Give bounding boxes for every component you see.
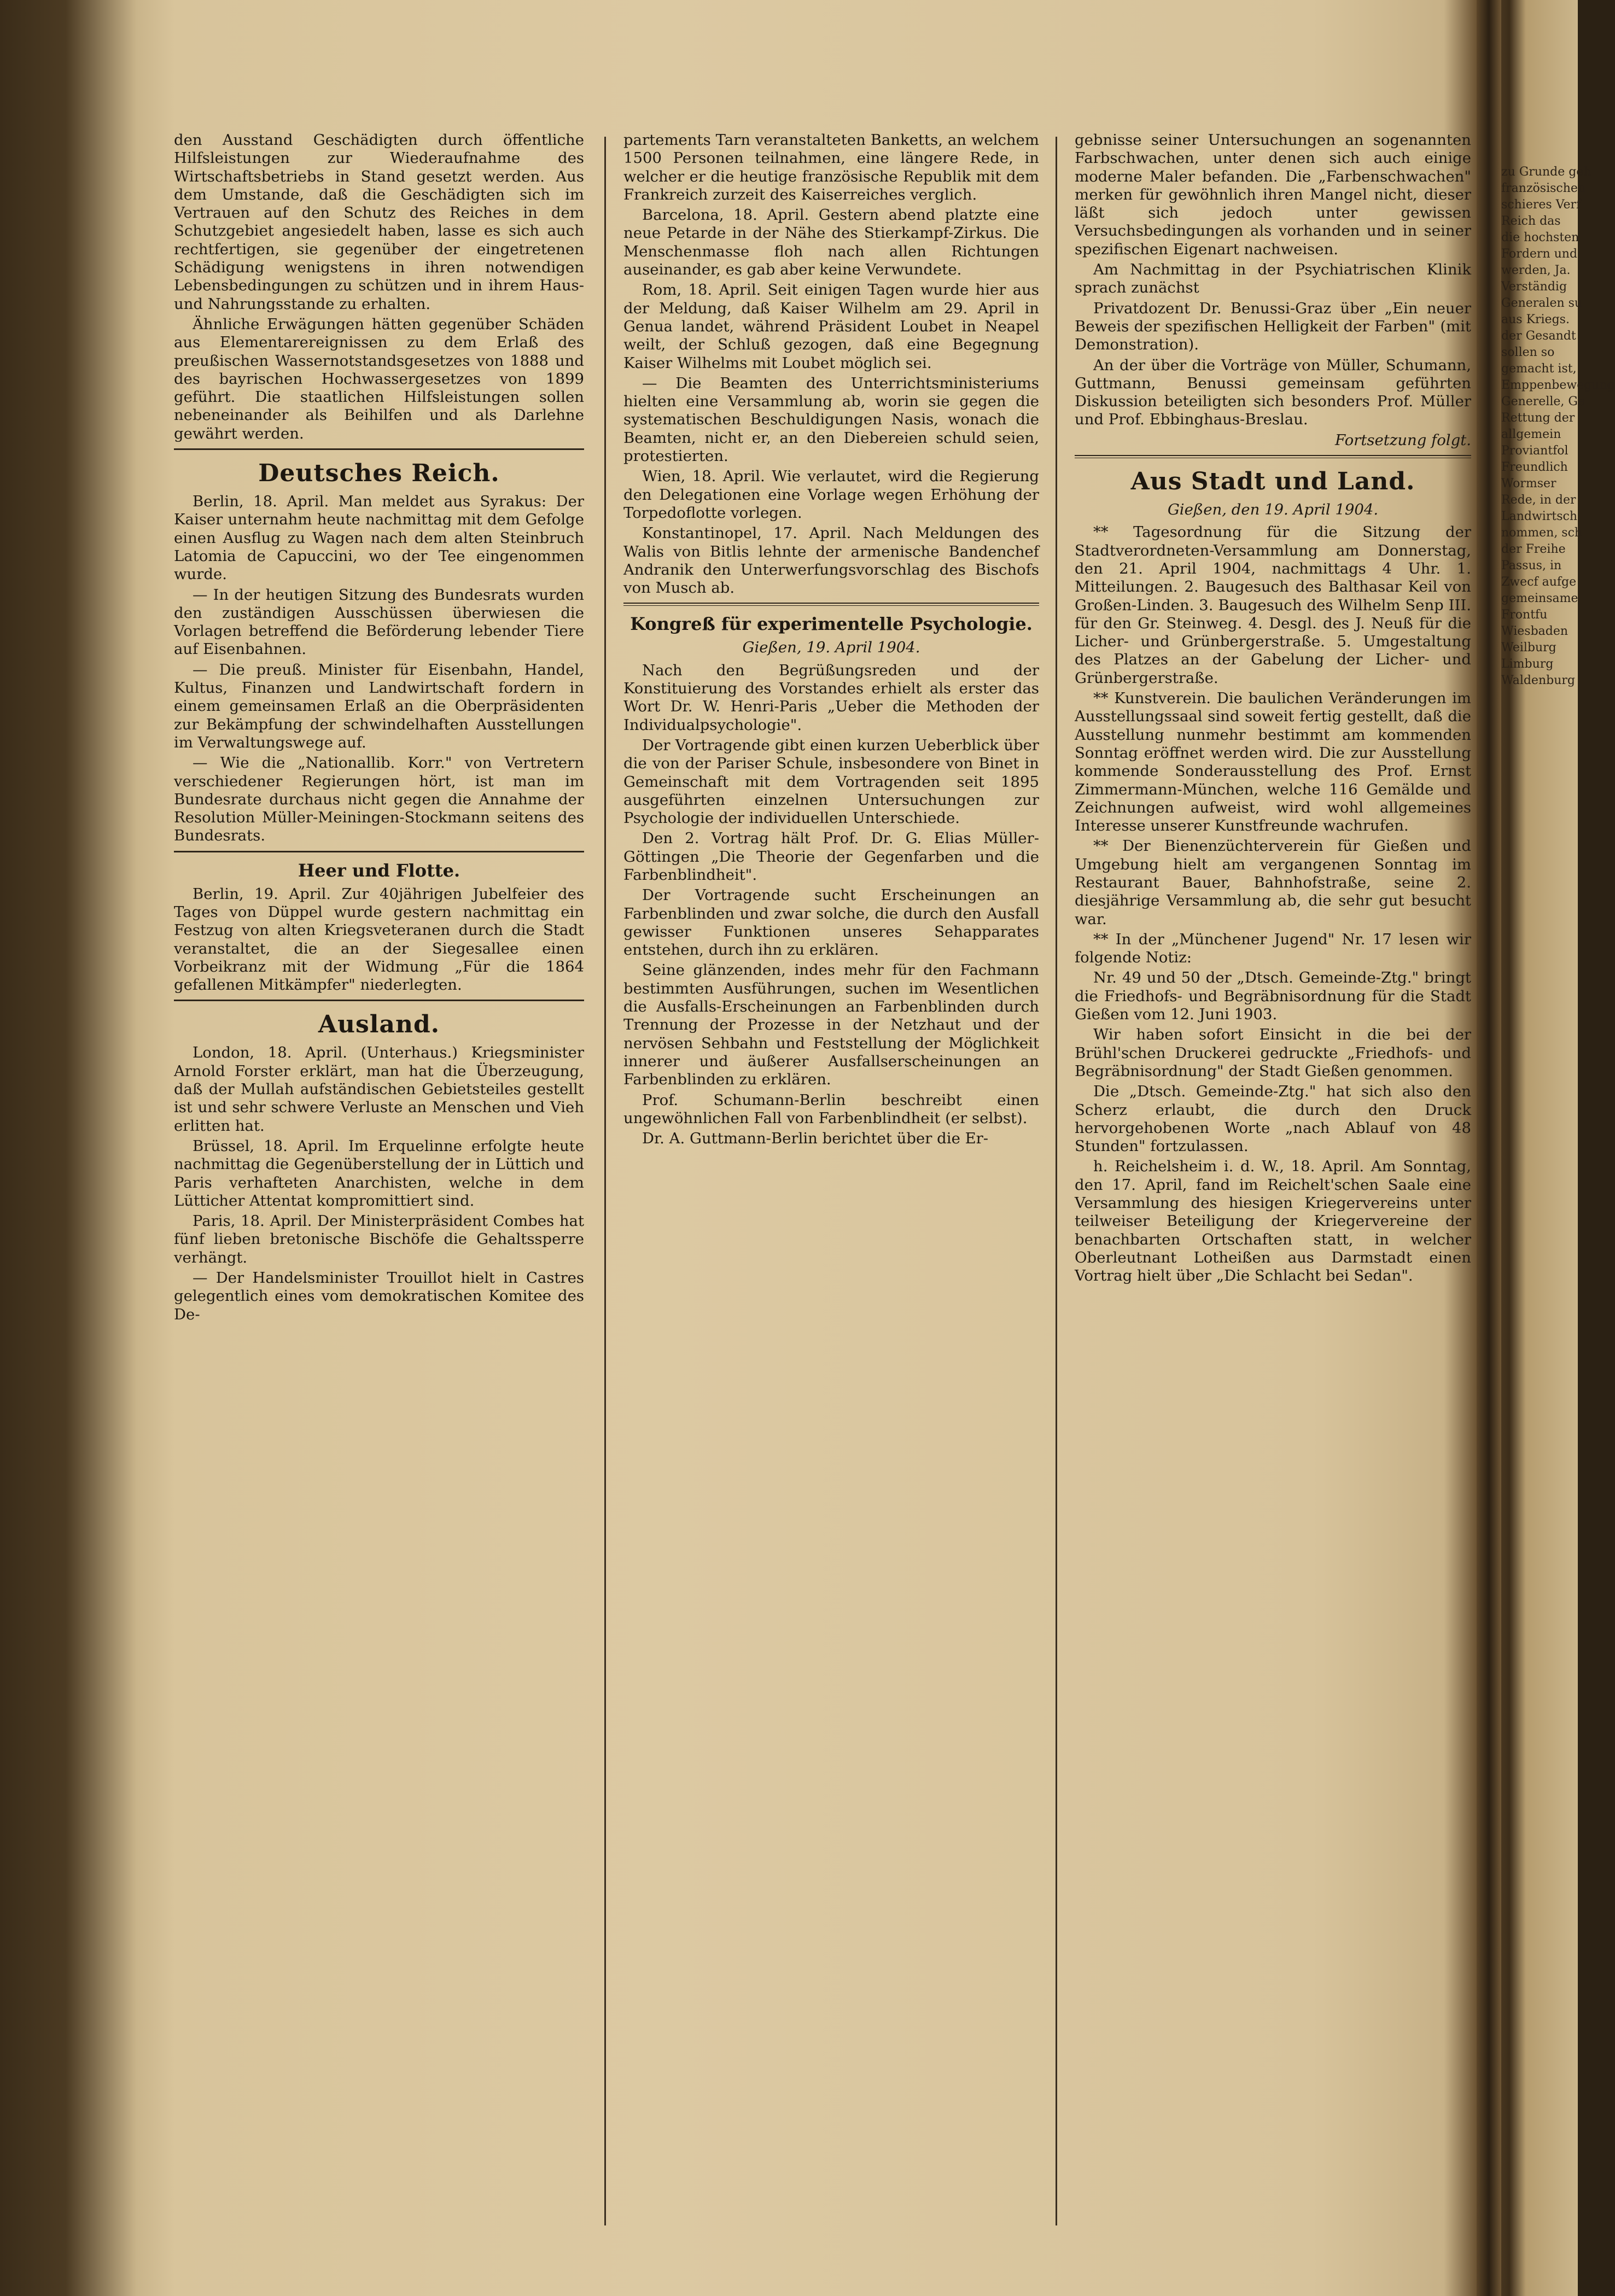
facing-page-line: Wiesbaden bbox=[1501, 624, 1569, 638]
paragraph: partements Tarn veranstalteten Banketts, an welchem 1500 Personen teilnahmen, eine längere Rede, in welcher er die heutige französische Republik mit dem Frankreich zurzeit des Kaiserreiches verglich. bbox=[623, 131, 1039, 203]
facing-page-line: aus Kriegs. bbox=[1501, 313, 1570, 326]
paragraph: — Der Handelsminister Trouillot hielt in Castres gelegentlich eines vom demokratischen Komitee des De- bbox=[174, 1269, 584, 1323]
column-rule-2 bbox=[1056, 137, 1057, 2225]
paragraph: gebnisse seiner Untersuchungen an sogenannten Farbschwachen, unter denen sich auch einige moderne Maler befanden. Die „Farbenschwachen" merken für gewöhnlich ihren Mangel nicht, dieser läßt sich jedoch unter gewissen Versuchsbedingungen als vorhanden und in seiner spezifischen Eigenart nachweisen. bbox=[1075, 131, 1471, 258]
facing-page-line: gemeinsame bbox=[1501, 592, 1578, 605]
facing-page-line: Generelle, Ge bbox=[1501, 395, 1585, 408]
paragraph: Konstantinopel, 17. April. Nach Meldungen des Walis von Bitlis lehnte der armenische Bandenchef Andranik den Unterwerfungsvorschlag des Bischofs von Musch ab. bbox=[623, 524, 1039, 597]
paragraph: Den 2. Vortrag hält Prof. Dr. G. Elias Müller-Göttingen „Die Theorie der Gegenfarben und die Farbenblindheit". bbox=[623, 829, 1039, 884]
column-rule-1 bbox=[604, 137, 606, 2225]
section-heading-kongress-psychologie: Kongreß für experimentelle Psychologie. bbox=[630, 614, 1033, 635]
paragraph: Am Nachmittag in der Psychiatrischen Klinik sprach zunächst bbox=[1075, 261, 1471, 297]
facing-page-line: Waldenburg bbox=[1501, 674, 1575, 687]
section-heading-aus-stadt-und-land: Aus Stadt und Land. bbox=[1130, 468, 1415, 496]
paragraph: Privatdozent Dr. Benussi-Graz über „Ein neuer Beweis der spezifischen Helligkeit der Farben" (mit Demonstration). bbox=[1075, 299, 1471, 354]
facing-page-line: Frontfu bbox=[1501, 608, 1548, 622]
section-heading-ausland: Ausland. bbox=[318, 1010, 440, 1039]
section-heading-deutsches-reich: Deutsches Reich. bbox=[258, 459, 500, 488]
paragraph: ** Der Bienenzüchterverein für Gießen und Umgebung hielt am vergangenen Sonntag im Restaurant Bauer, Bahnhofstraße, seine 2. diesjährige Versammlung ab, die sehr gut besucht war. bbox=[1075, 837, 1471, 928]
paragraph: den Ausstand Geschädigten durch öffentliche Hilfsleistungen zur Wiederaufnahme des Wirtschaftsbetriebs in Stand gesetzt werden. Aus dem Umstande, daß die Geschädigten sich im Vertrauen auf den Schutz des Reiches in dem Schutzgebiet angesiedelt haben, lasse es sich auch rechtfertigen, sie gegenüber der eingetretenen Schädigung wenigstens in ihren notwendigen Lebensbedingungen zu schützen und in ihrem Haus- und Nahrungsstande zu erhalten. bbox=[174, 131, 584, 313]
facing-page-line: Rettung der bbox=[1501, 411, 1575, 425]
facing-page-line: Weilburg bbox=[1501, 641, 1556, 655]
facing-page-line: Proviantfol bbox=[1501, 444, 1569, 458]
paragraph: Ähnliche Erwägungen hätten gegenüber Schäden aus Elementarereignissen zu dem Erlaß des preußischen Wassernotstandsgesetzes von 1888 und des bayrischen Hochwassergesetzes von 1899 geführt. Die staatlichen Hilfsleistungen sollen nebeneinander als Beihilfen und als Darlehne gewährt werden. bbox=[174, 315, 584, 442]
section-rule bbox=[174, 1000, 584, 1001]
paragraph: Berlin, 19. April. Zur 40jährigen Jubelfeier des Tages von Düppel wurde gestern nachmittag ein Festzug von alten Kriegsveteranen durch die Stadt veranstaltet, die an der Siegesallee einen Vorbeikranz mit der Widmung „Für die 1864 gefallenen Mitkämpfer" niederlegten. bbox=[174, 885, 584, 994]
paragraph: Berlin, 18. April. Man meldet aus Syrakus: Der Kaiser unternahm heute nachmittag mit dem Gefolge einen Ausflug zu Wagen nach dem alten Steinbruch Latomia de Capuccini, wo der Tee eingenommen wurde. bbox=[174, 493, 584, 583]
paragraph: An der über die Vorträge von Müller, Schumann, Guttmann, Benussi gemeinsam geführten Diskussion beteiligten sich besonders Prof. Müller und Prof. Ebbinghaus-Breslau. bbox=[1075, 356, 1471, 429]
facing-page-line: gemacht ist, bbox=[1501, 362, 1577, 376]
book-binding-gutter bbox=[1477, 0, 1501, 2296]
column-1 bbox=[174, 131, 584, 2231]
paragraph: Seine glänzenden, indes mehr für den Fachmann bestimmten Ausführungen, suchen im Wesentlichen die Ausfalls-Erscheinungen an Farbenblinden durch Trennung der Prozesse in der Netzhaut und der nervösen Sehbahn und Feststellung der Möglichkeit innerer und äußerer Ausfallserscheinungen an Farbenblinden zu erklären. bbox=[623, 961, 1039, 1089]
newspaper-page bbox=[164, 87, 1477, 2264]
facing-page-line: sollen so bbox=[1501, 346, 1555, 359]
facing-page-line: französischen bbox=[1501, 182, 1586, 195]
facing-page-line: schieres Verf bbox=[1501, 198, 1581, 212]
paragraph: Wien, 18. April. Wie verlautet, wird die Regierung den Delegationen eine Vorlage wegen Erhöhung der Torpedoflotte vorlegen. bbox=[623, 468, 1039, 522]
section-heading-heer-und-flotte: Heer und Flotte. bbox=[298, 860, 460, 881]
paragraph: ** Tagesordnung für die Sitzung der Stadtverordneten-Versammlung am Donnerstag, den 21. April 1904, nachmittags 4 Uhr. 1. Mitteilungen. 2. Baugesuch des Balthasar Keil von Großen-Linden. 3. Baugesuch des Wilhelm Senp III. für den Gr. Steinweg. 4. Desgl. des J. Neuß für die Licher- und Grünbergerstraße. 5. Umgestaltung des Platzes an der Gabelung der Licher- und Grünbergerstraße. bbox=[1075, 523, 1471, 687]
section-rule bbox=[174, 448, 584, 450]
facing-page-line: Emppenbewegung bbox=[1501, 378, 1615, 392]
paragraph: ** Kunstverein. Die baulichen Veränderungen im Ausstellungssaal sind soweit fertig gestellt, daß die Ausstellung nunmehr bestimmt am kommenden Sonntag eröffnet werden wird. Die zur Ausstellung kommende Sonderausstellung des Prof. Ernst Zimmermann-München, welche 116 Gemälde und Zeichnungen aufweist, wird wohl allgemeines Interesse unserer Kunstfreunde wachrufen. bbox=[1075, 690, 1471, 835]
dateline: Gießen, 19. April 1904. bbox=[742, 639, 920, 657]
facing-page-line: Freundlich bbox=[1501, 460, 1568, 474]
paragraph: Paris, 18. April. Der Ministerpräsident Combes hat fünf lieben bretonische Bischöfe die Gehaltssperre verhängt. bbox=[174, 1212, 584, 1266]
dateline: Gießen, den 19. April 1904. bbox=[1167, 501, 1379, 519]
facing-page-line: Rede, in der bbox=[1501, 493, 1576, 507]
facing-page-line: Reich das bbox=[1501, 214, 1561, 228]
paragraph: — Die Beamten des Unterrichtsministeriums hielten eine Versammlung ab, worin sie gegen die systematischen Beschuldigungen Nasis, wonach die Beamten, nicht er, an den Diebereien schuld seien, protestierten. bbox=[623, 374, 1039, 465]
paragraph: Nach den Begrüßungsreden und der Konstituierung des Vorstandes erhielt als erster das Wort Dr. W. Henri-Paris „Ueber die Methoden der Individualpsychologie". bbox=[623, 661, 1039, 734]
facing-page-line: Zwecf aufge bbox=[1501, 575, 1577, 589]
section-rule bbox=[1075, 455, 1471, 458]
facing-page-line: nommen, sch bbox=[1501, 526, 1583, 540]
paragraph: Der Vortragende gibt einen kurzen Ueberblick über die von der Pariser Schule, insbesondere von Binet in Gemeinschaft mit dem Vortragenden seit 1895 ausgeführten einzelnen Untersuchungen zur Psychologie der individuellen Unterschiede. bbox=[623, 736, 1039, 827]
paragraph: — Wie die „Nationallib. Korr." von Vertretern verschiedener Regierungen hört, ist man im Bundesrate durchaus nicht gegen die Annahme der Resolution Müller-Meiningen-Stockmann seitens des Bundesrats. bbox=[174, 754, 584, 845]
facing-page-edge bbox=[1501, 164, 1615, 2133]
paragraph: ** In der „Münchener Jugend" Nr. 17 lesen wir folgende Notiz: bbox=[1075, 930, 1471, 967]
facing-page-line: allgemein bbox=[1501, 428, 1561, 441]
paragraph: Dr. A. Guttmann-Berlin berichtet über die Er- bbox=[642, 1130, 989, 1148]
paragraph: Der Vortragende sucht Erscheinungen an Farbenblinden und zwar solche, die durch den Ausfall gewisser Funktionen unseres Sehapparates entstehen, durch ihn zu erklären. bbox=[623, 886, 1039, 959]
paragraph: — Die preuß. Minister für Eisenbahn, Handel, Kultus, Finanzen und Landwirtschaft fordern in einem gemeinsamen Erlaß an die Oberpräsidenten zur Bekämpfung der schwindelhaften Ausstellungen im Verwaltungswege auf. bbox=[174, 661, 584, 751]
paragraph: Brüssel, 18. April. Im Erquelinne erfolgte heute nachmittag die Gegenüberstellung der in Lüttich und Paris verhafteten Anarchisten, welche in dem Lütticher Attentat kompromittiert sind. bbox=[174, 1137, 584, 1210]
paragraph: Die „Dtsch. Gemeinde-Ztg." hat sich also den Scherz erlaubt, die durch den Druck hervorgehobenen Worte „nach Ablauf von 48 Stunden" fortzulassen. bbox=[1075, 1083, 1471, 1155]
column-3 bbox=[1075, 131, 1471, 2231]
facing-page-line: Landwirtsch bbox=[1501, 510, 1577, 523]
paragraph: Nr. 49 und 50 der „Dtsch. Gemeinde-Ztg." bringt die Friedhofs- und Begräbnisordnung für die Stadt Gießen vom 12. Juni 1903. bbox=[1075, 969, 1471, 1024]
column-2 bbox=[623, 131, 1039, 2231]
paragraph: Wir haben sofort Einsicht in die bei der Brühl'schen Druckerei gedruckte „Friedhofs- und Begräbnisordnung" der Stadt Gießen genommen. bbox=[1075, 1026, 1471, 1080]
facing-page-line: Passus, in bbox=[1501, 559, 1562, 572]
section-rule bbox=[174, 851, 584, 852]
paragraph: h. Reichelsheim i. d. W., 18. April. Am Sonntag, den 17. April, fand im Reichelt'schen Saale eine Versammlung des hiesigen Kriegervereins unter teilweiser Beteiligung der Kriegervereine der benachbarten Ortschaften statt, in welcher Oberleutnant Lotheißen aus Darmstadt einen Vortrag hielt über „Die Schlacht bei Sedan". bbox=[1075, 1158, 1471, 1285]
paragraph: London, 18. April. (Unterhaus.) Kriegsminister Arnold Forster erklärt, man hat die Überzeugung, daß der Mullah aufständischen Gebietsteiles gestellt ist und sehr schwere Verluste an Menschen und Vieh erlitten hat. bbox=[174, 1044, 584, 1135]
facing-page-line: der Gesandt bbox=[1501, 329, 1576, 343]
section-rule bbox=[623, 603, 1039, 606]
facing-page-line: Limburg bbox=[1501, 657, 1554, 671]
paragraph: Prof. Schumann-Berlin beschreibt einen ungewöhnlichen Fall von Farbenblindheit (er selbst). bbox=[623, 1091, 1039, 1127]
facing-page-line: der Freihe bbox=[1501, 542, 1566, 556]
facing-page-line: die hochsten bbox=[1501, 231, 1579, 244]
paragraph: Barcelona, 18. April. Gestern abend platzte eine neue Petarde in der Nähe des Stierkampf-Zirkus. Die Menschenmasse floh nach allen Richtungen auseinander, es gab aber keine Verwundete. bbox=[623, 206, 1039, 279]
paragraph: Rom, 18. April. Seit einigen Tagen wurde hier aus der Meldung, daß Kaiser Wilhelm am 29. April in Genua landet, während Präsident Loubet in Neapel weilt, der Schluß gezogen, daß eine Begegnung Kaiser Wilhelms mit Loubet möglich sei. bbox=[623, 281, 1039, 372]
facing-page-line: Generalen su bbox=[1501, 296, 1583, 310]
facing-page-line: Wormser bbox=[1501, 477, 1556, 490]
continuation-note: Fortsetzung folgt. bbox=[1335, 431, 1471, 449]
facing-page-line: werden, Ja. bbox=[1501, 264, 1571, 277]
paragraph: — In der heutigen Sitzung des Bundesrats wurden den zuständigen Ausschüssen überwiesen die Vorlagen betreffend die Beförderung lebender Tiere auf Eisenbahnen. bbox=[174, 586, 584, 658]
facing-page-line: zu Grunde geh bbox=[1501, 165, 1591, 179]
facing-page-line: Verständig bbox=[1501, 280, 1567, 294]
facing-page-line: Fordern und bbox=[1501, 247, 1578, 261]
